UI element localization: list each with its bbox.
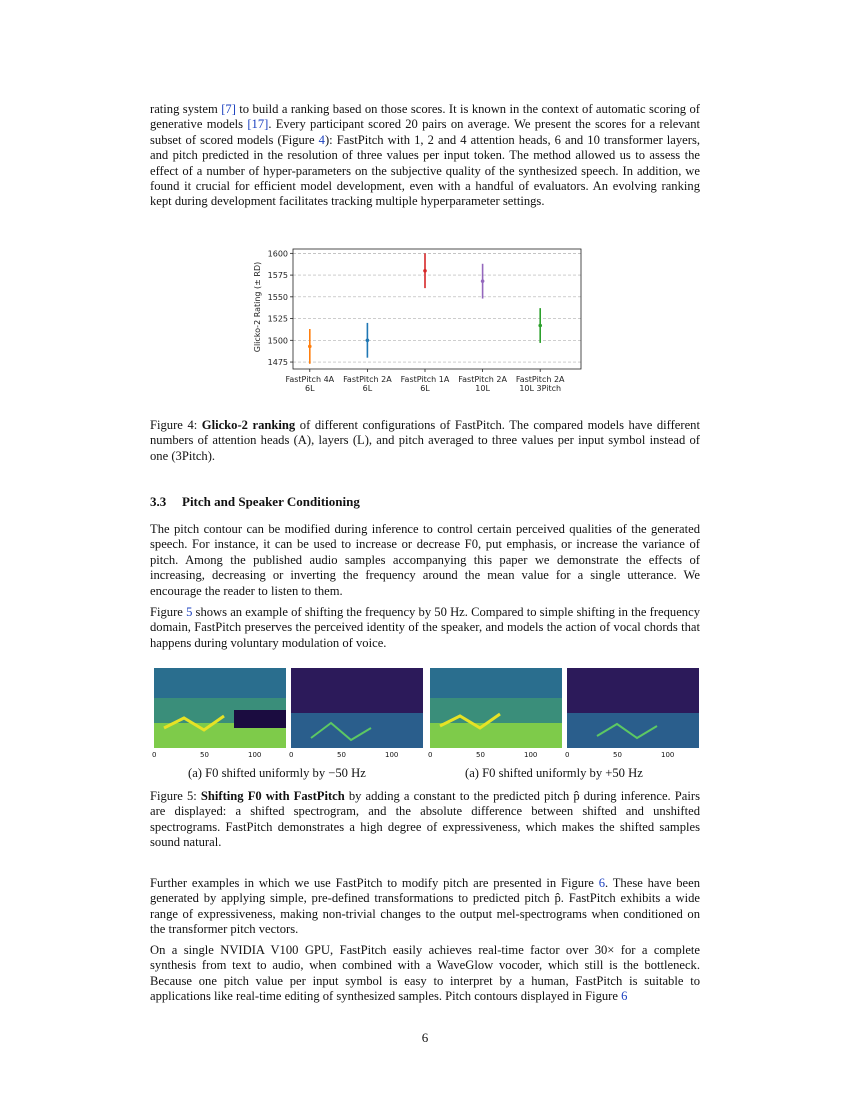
x-tick-label: FastPitch 2A — [343, 375, 392, 384]
y-tick-label: 1500 — [267, 336, 288, 346]
spec-tick: 0 — [289, 751, 294, 759]
caption-text: by adding a constant to the predicted pitch p̂ during inference. Pairs are displayed: a shifted spectrogram, and the absolute difference between shifted and unshifted spectrograms. FastPitch demonstrates a high degree of expressiveness, which makes the shifted samples sound natural. — [150, 789, 700, 850]
x-tick-label: 6L — [362, 384, 373, 393]
spec-tick: 100 — [524, 751, 538, 759]
difference-spectrogram-minus — [291, 668, 423, 748]
y-tick-label: 1550 — [267, 292, 288, 302]
spec-tick: 0 — [428, 751, 433, 759]
caption-label: Figure 5: — [150, 789, 201, 803]
y-tick-label: 1600 — [267, 249, 288, 259]
y-axis-label: Glicko-2 Rating (± RD) — [253, 261, 262, 353]
x-tick-label: FastPitch 2A — [515, 375, 565, 384]
caption-label: Figure 4: — [150, 418, 202, 432]
data-point — [423, 269, 427, 273]
subcaption-right: (a) F0 shifted uniformly by +50 Hz — [465, 766, 643, 780]
spec-tick: 100 — [661, 751, 675, 759]
x-tick-label: 10L — [475, 384, 490, 393]
section-heading — [150, 494, 360, 510]
x-tick-label: 6L — [420, 384, 430, 393]
text: to build a ranking based on those scores. It is known in the context of automatic scoring of generative models — [150, 102, 700, 132]
spec-tick: 0 — [565, 751, 570, 759]
data-point — [308, 345, 312, 349]
x-tick-label: 6L — [305, 384, 315, 393]
caption-bold: Shifting F0 with FastPitch — [200, 789, 345, 803]
y-tick-label: 1575 — [267, 271, 288, 281]
spec-tick: 0 — [152, 751, 157, 759]
text: shows an example of shifting the frequency by 50 Hz. Compared to simple shifting in the frequency domain, FastPitch preserves the perceived identity of the speaker, and models the action of vocal chords that happens during voluntary modulation of voice. — [150, 605, 700, 650]
spec-tick: 100 — [385, 751, 399, 759]
text: rating system — [150, 102, 222, 116]
spec-ticks — [0, 751, 850, 763]
spec-tick: 100 — [248, 751, 262, 759]
x-tick-label: FastPitch 4A — [285, 375, 335, 384]
y-tick-label: 1525 — [267, 314, 288, 324]
text: . These have been generated by applying simple, pre-defined transformations to predicted pitch p̂. FastPitch exhibits a wide range of expressiveness, making non-trivial changes to the output mel-spectrograms when conditioned on the transformer pitch vectors. — [150, 876, 700, 937]
paragraph-3 — [150, 605, 700, 651]
spec-tick: 50 — [476, 751, 485, 759]
figure-link[interactable]: 5 — [186, 605, 193, 619]
data-point — [538, 324, 542, 328]
paragraph-5 — [150, 943, 700, 1005]
figure-link[interactable]: 6 — [621, 989, 628, 1004]
text: ): FastPitch with 1, 2 and 4 attention heads, 6 and 10 transformer layers, and pitch predicted in the resolution of three values per input token. The method allowed us to assess the effect of a number of hyper-parameters on the subjective quality of the synthesized speech. In addition, we found it crucial for efficient model development, even with a handful of evaluators. An evolving ranking kept during development facilitates tracking multiple hyperparameter settings. — [150, 132, 700, 209]
difference-spectrogram-plus — [567, 668, 699, 748]
section-title: Pitch and Speaker Conditioning — [182, 494, 360, 509]
spectrogram-shifted-plus — [430, 668, 562, 748]
paragraph-2: The pitch contour can be modified during inference to control certain perceived qualities of the generated speech. For instance, it can be used to increase or decrease F0, put emphasis, or increase the variance of pitch. Among the published audio samples accompanying this paper we demonstrate the effects of increasing, decreasing or inverting the frequency around the mean value for a single utterance. We encourage the reader to listen to them. — [150, 522, 700, 598]
y-tick-label: 1475 — [267, 358, 288, 368]
page-number: 6 — [421, 1030, 429, 1045]
figure-5-caption — [150, 789, 700, 851]
caption-text: of different configurations of FastPitch. The compared models have different numbers of attention heads (A), layers (L), and pitch averaged to three values per input symbol instead of one (3Pitch). — [150, 418, 700, 463]
paragraph-4 — [150, 876, 700, 938]
glicko-rating-chart — [245, 244, 605, 404]
plot-frame — [293, 249, 581, 369]
text: . Every participant scored 20 pairs on average. We present the scores for a relevant subset of scored models (Figure — [150, 117, 700, 147]
spec-tick: 50 — [613, 751, 622, 759]
data-point — [366, 339, 370, 343]
figure-link[interactable]: 6 — [598, 876, 605, 890]
x-tick-label: 10L 3Pitch — [519, 384, 562, 393]
subcaption-left: (a) F0 shifted uniformly by −50 Hz — [188, 766, 366, 780]
text: Further examples in which we use FastPitch to modify pitch are presented in Figure — [150, 876, 599, 890]
paragraph-1 — [150, 102, 700, 210]
spec-tick: 50 — [337, 751, 346, 759]
figure-4-caption — [150, 418, 700, 464]
text: Figure — [150, 605, 187, 619]
citation-link[interactable]: [17] — [247, 117, 269, 132]
caption-bold: Glicko-2 ranking — [201, 418, 296, 432]
data-point — [481, 279, 485, 283]
figure-link[interactable]: 4 — [318, 132, 325, 147]
spec-tick: 50 — [200, 751, 209, 759]
x-tick-label: FastPitch 1A — [400, 375, 450, 384]
section-number: 3.3 — [150, 494, 167, 509]
spectrogram-shifted-minus — [154, 668, 286, 748]
x-tick-label: FastPitch 2A — [458, 375, 507, 384]
citation-link[interactable]: [7] — [221, 102, 236, 116]
text: On a single NVIDIA V100 GPU, FastPitch easily achieves real-time factor over 30× for a complete synthesis from text to audio, when combined with a WaveGlow vocoder, which still is the bottleneck. Because one pitch value per input symbol is easy to interpret by a human, FastPitch is suitable to applications like real-time editing of synthesized samples. Pitch contours displayed in Figure — [150, 943, 700, 1004]
